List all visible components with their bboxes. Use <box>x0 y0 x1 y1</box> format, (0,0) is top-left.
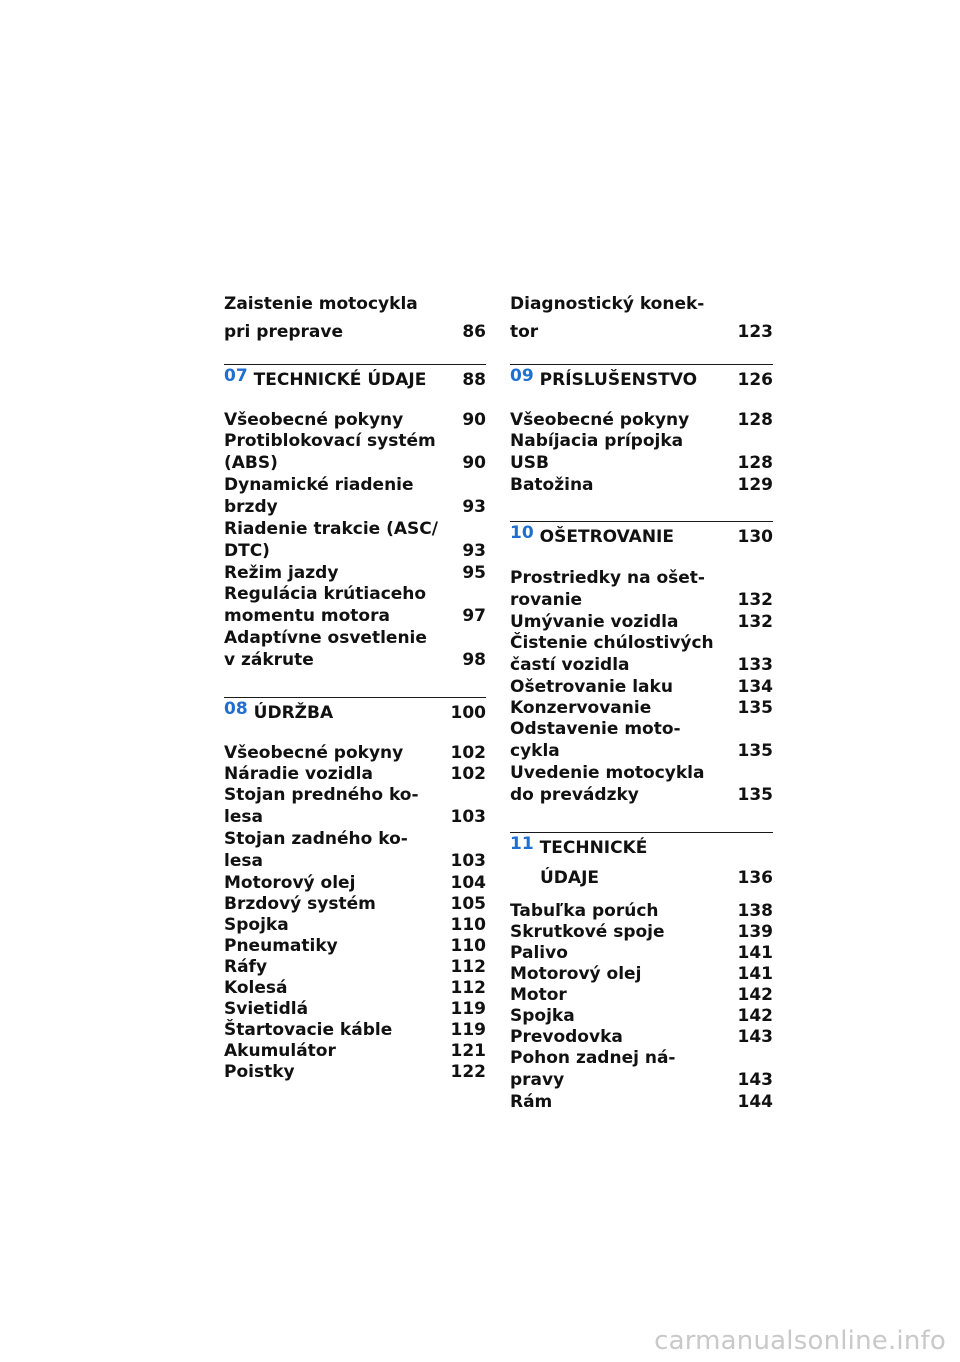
toc-entry[interactable] <box>510 1026 773 1048</box>
toc-entry-label: Riadenie trakcie (ASC/ <box>224 519 438 539</box>
chapter-08-heading[interactable] <box>224 697 486 724</box>
toc-entry[interactable] <box>510 676 773 698</box>
toc-entry-label: Svietidlá <box>224 999 309 1019</box>
toc-entry-label: do prevádzky <box>510 785 639 805</box>
toc-entry[interactable] <box>224 518 486 562</box>
toc-entry-page: 93 <box>462 497 486 517</box>
toc-entry-label: tor <box>510 322 539 342</box>
toc-entry[interactable] <box>224 1061 486 1083</box>
toc-entry-page: 142 <box>737 985 773 1005</box>
toc-entry[interactable] <box>510 762 773 806</box>
chapter-page: 130 <box>737 527 773 547</box>
toc-entry[interactable] <box>510 697 773 719</box>
chapter-07-heading[interactable] <box>224 364 486 391</box>
toc-entry[interactable] <box>224 872 486 894</box>
toc-entry-label: v zákrute <box>224 650 314 670</box>
toc-entry-label: Akumulátor <box>224 1041 336 1061</box>
toc-entry-label: Odstavenie moto- <box>510 719 681 739</box>
toc-entry-label: brzdy <box>224 497 278 517</box>
toc-entry-label: Poistky <box>224 1062 295 1082</box>
toc-entry-label: Pneumatiky <box>224 936 338 956</box>
toc-entry[interactable] <box>224 956 486 978</box>
chapter-number: 09 <box>510 366 534 386</box>
toc-entry-label: Režim jazdy <box>224 563 339 583</box>
toc-entry[interactable] <box>510 409 773 431</box>
toc-entry-page: 128 <box>737 453 773 473</box>
toc-entry[interactable] <box>224 583 486 627</box>
toc-entry[interactable] <box>510 900 773 922</box>
toc-entry[interactable] <box>510 632 773 676</box>
toc-entry[interactable] <box>224 562 486 584</box>
toc-entry-page: 138 <box>737 901 773 921</box>
toc-entry-label: Prostriedky na ošet- <box>510 568 705 588</box>
toc-entry-label: Palivo <box>510 943 568 963</box>
toc-entry-label: pravy <box>510 1070 565 1090</box>
chapter-11-heading[interactable] <box>510 832 773 889</box>
toc-entry[interactable] <box>510 921 773 943</box>
chapter-number: 07 <box>224 366 248 386</box>
toc-entry-page: 142 <box>737 1006 773 1026</box>
toc-entry[interactable] <box>224 1040 486 1062</box>
toc-entry-label: (ABS) <box>224 453 278 473</box>
toc-entry-label: Kolesá <box>224 978 288 998</box>
toc-entry-page: 143 <box>737 1027 773 1047</box>
chapter-number: 10 <box>510 523 534 543</box>
toc-entry[interactable] <box>224 998 486 1020</box>
toc-entry-label: Stojan predného ko- <box>224 785 419 805</box>
toc-entry-page: 135 <box>737 698 773 718</box>
toc-entry-label: Všeobecné pokyny <box>510 410 690 430</box>
chapter-title: ÚDRŽBA <box>253 703 334 723</box>
toc-entry-page: 86 <box>462 322 486 342</box>
toc-entry-label: Skrutkové spoje <box>510 922 665 942</box>
toc-entry-label: Motorový olej <box>224 873 356 893</box>
toc-entry-label: Dynamické riadenie <box>224 475 414 495</box>
toc-entry-page: 103 <box>450 851 486 871</box>
toc-entry-label: Regulácia krútiaceho <box>224 584 427 604</box>
toc-entry-label: častí vozidla <box>510 655 630 675</box>
toc-entry-label: Čistenie chúlostivých <box>510 633 714 653</box>
toc-entry-label: pri preprave <box>224 322 344 342</box>
chapter-title: TECHNICKÉ ÚDAJE <box>253 370 427 390</box>
toc-entry-label: Brzdový systém <box>224 894 376 914</box>
chapter-number: 08 <box>224 699 248 719</box>
toc-entry-label: Konzervovanie <box>510 698 652 718</box>
toc-entry-page: 112 <box>450 957 486 977</box>
toc-entry-page: 104 <box>450 873 486 893</box>
toc-entry-label: lesa <box>224 851 263 871</box>
toc-entry-label: DTC) <box>224 541 270 561</box>
chapter-title-continued: ÚDAJE <box>540 868 600 888</box>
chapter-10-heading[interactable] <box>510 521 773 548</box>
toc-entry-label: Náradie vozidla <box>224 764 373 784</box>
watermark: carmanualsonline.info <box>654 1326 946 1356</box>
toc-entry[interactable] <box>224 409 486 431</box>
toc-entry[interactable] <box>510 567 773 611</box>
toc-entry-label: Motorový olej <box>510 964 642 984</box>
toc-entry-label: Ošetrovanie laku <box>510 677 673 697</box>
toc-entry-label: lesa <box>224 807 263 827</box>
toc-entry[interactable] <box>510 984 773 1006</box>
toc-entry-label: Zaistenie motocykla <box>224 294 418 314</box>
toc-entry[interactable] <box>224 430 486 474</box>
toc-entry-transport[interactable] <box>224 293 486 343</box>
chapter-page: 100 <box>450 703 486 723</box>
toc-entry-page: 97 <box>462 606 486 626</box>
toc-entry-label: Spojka <box>224 915 289 935</box>
chapter-title: TECHNICKÉ <box>539 838 648 858</box>
toc-entry-label: Protiblokovací systém <box>224 431 436 451</box>
toc-entry-label: Štartovacie káble <box>224 1020 393 1040</box>
toc-entry-diagnostic[interactable] <box>510 293 773 343</box>
toc-entry-page: 135 <box>737 741 773 761</box>
toc-entry-page: 112 <box>450 978 486 998</box>
toc-entry-label: Batožina <box>510 475 594 495</box>
toc-entry[interactable] <box>510 1005 773 1027</box>
toc-entry-label: Umývanie vozidla <box>510 612 679 632</box>
toc-entry[interactable] <box>224 1019 486 1041</box>
toc-entry[interactable] <box>224 935 486 957</box>
toc-entry-label: Rám <box>510 1092 553 1112</box>
toc-entry-label: USB <box>510 453 550 473</box>
toc-entry-page: 95 <box>462 563 486 583</box>
toc-entry[interactable] <box>224 893 486 915</box>
toc-entry[interactable] <box>224 914 486 936</box>
toc-entry-page: 144 <box>737 1092 773 1112</box>
toc-entry[interactable] <box>224 742 486 764</box>
chapter-page: 88 <box>462 370 486 390</box>
toc-entry[interactable] <box>224 784 486 828</box>
toc-entry-page: 128 <box>737 410 773 430</box>
toc-entry-label: Motor <box>510 985 567 1005</box>
toc-entry-page: 132 <box>737 590 773 610</box>
toc-entry-page: 122 <box>450 1062 486 1082</box>
toc-entry-page: 139 <box>737 922 773 942</box>
chapter-number: 11 <box>510 834 534 854</box>
toc-entry-label: Prevodovka <box>510 1027 623 1047</box>
toc-entry-label: Nabíjacia prípojka <box>510 431 684 451</box>
toc-entry-label: Spojka <box>510 1006 575 1026</box>
toc-entry-label: Tabuľka porúch <box>510 901 659 921</box>
toc-entry-page: 119 <box>450 1020 486 1040</box>
toc-entry[interactable] <box>510 611 773 633</box>
toc-entry[interactable] <box>510 1047 773 1091</box>
toc-entry-page: 119 <box>450 999 486 1019</box>
toc-entry[interactable] <box>510 942 773 964</box>
toc-entry[interactable] <box>510 963 773 985</box>
toc-entry-label: Ráfy <box>224 957 268 977</box>
toc-entry-page: 141 <box>737 964 773 984</box>
toc-entry[interactable] <box>224 474 486 518</box>
toc-entry-page: 141 <box>737 943 773 963</box>
toc-entry[interactable] <box>224 828 486 872</box>
toc-entry-page: 102 <box>450 764 486 784</box>
toc-entry-page: 129 <box>737 475 773 495</box>
toc-entry-label: Stojan zadného ko- <box>224 829 408 849</box>
chapter-page: 136 <box>737 868 773 888</box>
toc-entry-label: momentu motora <box>224 606 390 626</box>
toc-entry-page: 133 <box>737 655 773 675</box>
chapter-09-heading[interactable] <box>510 364 773 391</box>
toc-entry-page: 135 <box>737 785 773 805</box>
toc-entry-label: Všeobecné pokyny <box>224 410 404 430</box>
chapter-title: OŠETROVANIE <box>539 527 674 547</box>
toc-entry-label: cykla <box>510 741 560 761</box>
toc-entry-page: 103 <box>450 807 486 827</box>
toc-entry-label: Všeobecné pokyny <box>224 743 404 763</box>
toc-entry[interactable] <box>224 763 486 785</box>
toc-entry[interactable] <box>224 627 486 671</box>
chapter-page: 126 <box>737 370 773 390</box>
toc-entry-page: 110 <box>450 915 486 935</box>
toc-entry-page: 132 <box>737 612 773 632</box>
toc-entry-page: 98 <box>462 650 486 670</box>
toc-entry-label: Uvedenie motocykla <box>510 763 705 783</box>
toc-entry-page: 143 <box>737 1070 773 1090</box>
toc-entry-page: 90 <box>462 410 486 430</box>
toc-entry[interactable] <box>224 977 486 999</box>
toc-entry-page: 110 <box>450 936 486 956</box>
toc-entry[interactable] <box>510 474 773 496</box>
chapter-title: PRÍSLUŠENSTVO <box>539 370 698 390</box>
toc-entry-page: 93 <box>462 541 486 561</box>
toc-entry-page: 134 <box>737 677 773 697</box>
toc-entry-page: 90 <box>462 453 486 473</box>
toc-entry-label: rovanie <box>510 590 583 610</box>
toc-entry-page: 121 <box>450 1041 486 1061</box>
toc-entry-page: 123 <box>737 322 773 342</box>
toc-entry-page: 102 <box>450 743 486 763</box>
toc-entry-label: Pohon zadnej ná- <box>510 1048 676 1068</box>
toc-entry[interactable] <box>510 430 773 474</box>
toc-entry-label: Diagnostický konek- <box>510 294 705 314</box>
toc-entry[interactable] <box>510 1091 773 1113</box>
toc-entry-page: 105 <box>450 894 486 914</box>
toc-entry-label: Adaptívne osvetlenie <box>224 628 427 648</box>
toc-entry[interactable] <box>510 718 773 762</box>
